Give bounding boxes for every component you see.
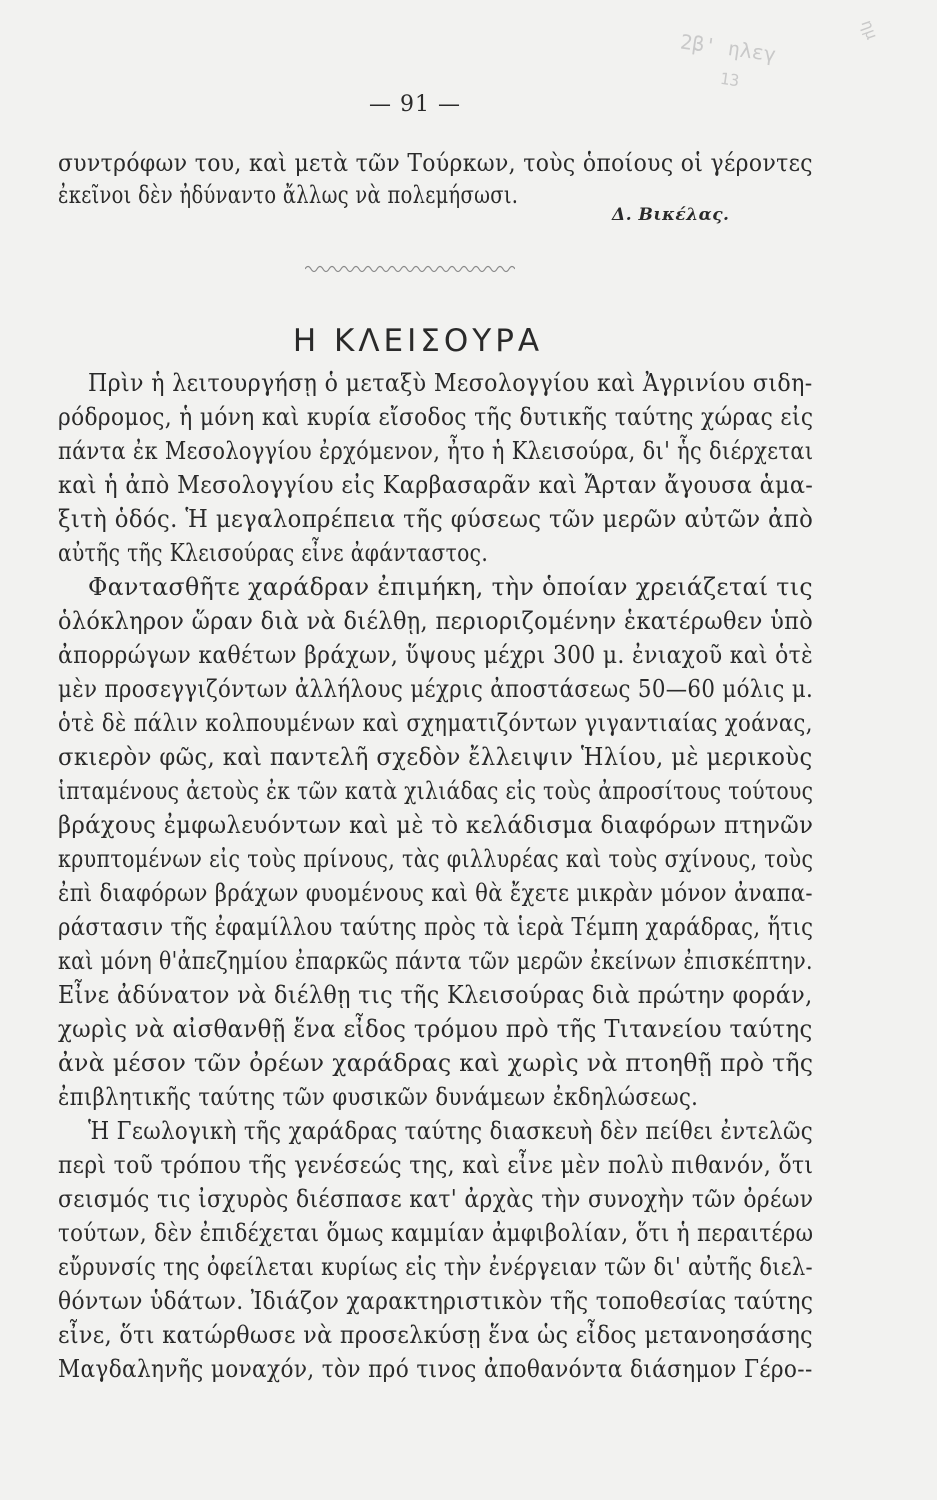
text-line: σκιερὸν φῶς, καὶ παντελῆ σχεδὸν ἔλλειψιν Ἡλίου, μὲ μερικοὺς — [58, 742, 813, 771]
text-line: εὔρυνσίς της ὀφείλεται κυρίως εἰς τὴν ἐνέργειαν τῶν δι' αὐτῆς διελ- — [58, 1252, 813, 1281]
text-line: θόντων ὑδάτων. Ἰδιάζον χαρακτηριστικὸν τῆς τοποθεσίας ταύτης — [58, 1286, 814, 1315]
text-line: ἐπιβλητικῆς ταύτης τῶν φυσικῶν δυνάμεων ἐκδηλώσεως. — [58, 1082, 699, 1111]
text-line: βράχους ἐμφωλευόντων καὶ μὲ τὸ κελάδισμα διαφόρων πτηνῶν — [58, 810, 814, 839]
decorative-wave-rule — [305, 262, 515, 276]
section-title: Η ΚΛΕΙΣΟΥΡΑ — [292, 322, 544, 359]
text-line: περὶ τοῦ τρόπου τῆς γενέσεώς της, καὶ εἶνε μὲν πολὺ πιθανόν, ὅτι — [58, 1150, 814, 1179]
text-line: ράστασιν τῆς ἐφαμίλλου ταύτης πρὸς τὰ ἱερὰ Τέμπη χαράδρας, ἥτις — [58, 912, 814, 941]
text-line: πάντα ἐκ Μεσολογγίου ἐρχόμενον, ἦτο ἡ Κλεισούρα, δι' ἧς διέρχεται — [58, 436, 814, 465]
text-line: ἀνὰ μέσον τῶν ὀρέων χαράδρας καὶ χωρὶς νὰ πτοηθῇ πρὸ τῆς — [58, 1048, 814, 1077]
text-line: Μαγδαληνῆς μοναχόν, τὸν πρό τινος ἀποθανόντα διάσημον Γέρο-- — [58, 1354, 813, 1383]
text-line: ἀπορρώγων καθέτων βράχων, ὕψους μέχρι 300 μ. ἐνιαχοῦ καὶ ὁτὲ — [58, 640, 814, 669]
text-line: ὁλόκληρον ὥραν διὰ νὰ διέλθῃ, περιοριζομένην ἑκατέρωθεν ὑπὸ — [58, 606, 814, 635]
text-line: ξιτὴ ὁδός. Ἡ μεγαλοπρέπεια τῆς φύσεως τῶν μερῶν αὐτῶν ἀπὸ — [58, 504, 814, 533]
author-signature: Δ. Βικέλας. — [612, 205, 730, 225]
margin-pencil-note: ημ — [857, 17, 882, 42]
intro-line: ἐκεῖνοι δὲν ἠδύναντο ἄλλως νὰ πολεμήσωσι. — [58, 180, 519, 209]
text-line: Εἶνε ἀδύνατον νὰ διέλθῃ τις τῆς Κλεισούρας διὰ πρώτην φοράν, — [58, 980, 813, 1009]
text-line: ἐπὶ διαφόρων βράχων φυομένους καὶ θὰ ἔχετε μικρὰν μόνον ἀναπα- — [58, 878, 813, 907]
text-line: τούτων, δὲν ἐπιδέχεται ὅμως καμμίαν ἀμφιβολίαν, ὅτι ἡ περαιτέρω — [58, 1218, 814, 1247]
margin-pencil-note: 13 — [718, 68, 741, 91]
text-line: σεισμός τις ἰσχυρὸς διέσπασε κατ' ἀρχὰς τὴν συνοχὴν τῶν ὀρέων — [58, 1184, 814, 1213]
text-line: Πρὶν ἡ λειτουργήσῃ ὁ μεταξὺ Μεσολογγίου καὶ Ἀγρινίου σιδη- — [88, 368, 813, 397]
text-line: εἶνε, ὅτι κατώρθωσε νὰ προσελκύσῃ ἕνα ὡς εἶδος μετανοησάσης — [58, 1320, 813, 1349]
page-number: — 91 — — [369, 92, 461, 117]
text-line: Ἡ Γεωλογικὴ τῆς χαράδρας ταύτης διασκευὴ δὲν πείθει ἐντελῶς — [88, 1116, 814, 1145]
text-line: ὁτὲ δὲ πάλιν κολπουμένων καὶ σχηματιζόντων γιγαντιαίας χοάνας, — [58, 708, 813, 737]
text-line: αὐτῆς τῆς Κλεισούρας εἶνε ἀφάνταστος. — [58, 538, 489, 567]
intro-line: συντρόφων του, καὶ μετὰ τῶν Τούρκων, τοὺς ὁποίους οἱ γέροντες — [58, 148, 813, 177]
text-line: ἱπταμένους ἀετοὺς ἐκ τῶν κατὰ χιλιάδας εἰς τοὺς ἀπροσίτους τούτους — [58, 776, 814, 805]
text-line: μὲν προσεγγιζόντων ἀλλήλους μέχρις ἀποστάσεως 50—60 μόλις μ. — [58, 674, 814, 703]
margin-pencil-note: 2β' ηλεγ — [678, 29, 778, 67]
text-line: ρόδρομος, ἡ μόνη καὶ κυρία εἴσοδος τῆς δυτικῆς ταύτης χώρας εἰς — [58, 402, 814, 431]
text-line: καὶ μόνη θ'ἀπεζημίου ἐπαρκῶς πάντα τῶν μερῶν ἐκείνων ἐπισκέπτην. — [58, 946, 813, 975]
text-line: κρυπτομένων εἰς τοὺς πρίνους, τὰς φιλλυρέας καὶ τοὺς σχίνους, τοὺς — [58, 844, 814, 873]
text-line: χωρὶς νὰ αἰσθανθῇ ἕνα εἶδος τρόμου πρὸ τῆς Τιτανείου ταύτης — [58, 1014, 813, 1043]
text-line: Φαντασθῆτε χαράδραν ἐπιμήκη, τὴν ὁποίαν χρειάζεταί τις — [88, 572, 813, 601]
text-line: καὶ ἡ ἀπὸ Μεσολογγίου εἰς Καρβασαρᾶν καὶ Ἄρταν ἄγουσα ἁμα- — [58, 470, 814, 499]
